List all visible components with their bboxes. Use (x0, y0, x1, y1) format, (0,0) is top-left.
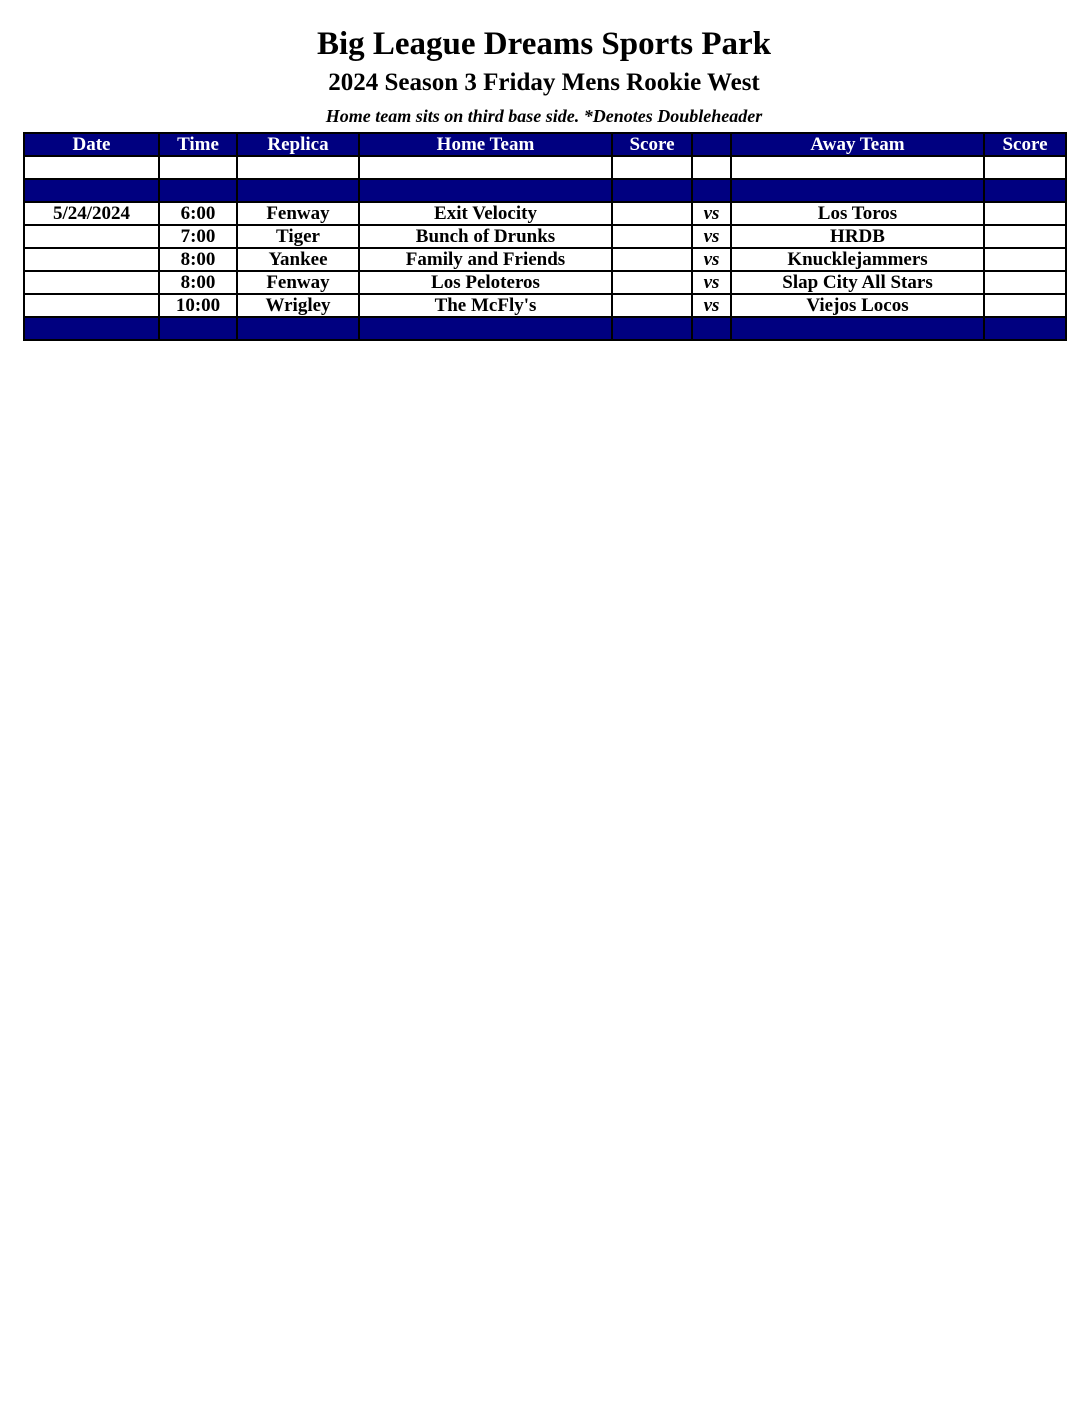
game-away-team: Knucklejammers (731, 248, 984, 271)
game-vs: vs (692, 202, 731, 225)
game-away-score (984, 294, 1066, 317)
game-home-team: Los Peloteros (359, 271, 612, 294)
col-header-date: Date (24, 133, 159, 156)
game-home-team: Exit Velocity (359, 202, 612, 225)
game-away-team: Slap City All Stars (731, 271, 984, 294)
game-home-team: Bunch of Drunks (359, 225, 612, 248)
game-row (24, 248, 1066, 271)
game-date: 5/24/2024 (24, 202, 159, 225)
game-vs: vs (692, 271, 731, 294)
game-home-team: Family and Friends (359, 248, 612, 271)
game-home-score (612, 271, 692, 294)
col-header-replica: Replica (237, 133, 359, 156)
game-vs: vs (692, 248, 731, 271)
schedule-table (23, 132, 1067, 341)
game-time: 6:00 (159, 202, 237, 225)
game-home-team: The McFly's (359, 294, 612, 317)
game-vs: vs (692, 225, 731, 248)
game-date (24, 225, 159, 248)
game-home-score (612, 248, 692, 271)
game-row (24, 225, 1066, 248)
game-home-score (612, 202, 692, 225)
game-row (24, 202, 1066, 225)
game-date (24, 294, 159, 317)
game-away-score (984, 271, 1066, 294)
header-row (24, 133, 1066, 156)
game-time: 8:00 (159, 248, 237, 271)
game-home-score (612, 225, 692, 248)
park-title: Big League Dreams Sports Park (316, 26, 772, 62)
game-replica: Tiger (237, 225, 359, 248)
game-replica: Fenway (237, 271, 359, 294)
game-time: 8:00 (159, 271, 237, 294)
footer-band (24, 317, 1066, 340)
col-header-away-team: Away Team (731, 133, 984, 156)
game-replica: Fenway (237, 202, 359, 225)
game-row (24, 294, 1066, 317)
game-away-score (984, 248, 1066, 271)
blank-row (24, 156, 1066, 179)
doubleheader-note: Home team sits on third base side. *Denotes Doubleheader (325, 106, 763, 126)
game-time: 7:00 (159, 225, 237, 248)
game-date (24, 271, 159, 294)
game-away-score (984, 202, 1066, 225)
season-title: 2024 Season 3 Friday Mens Rookie West (328, 69, 760, 96)
col-header-vs (692, 133, 731, 156)
game-row (24, 271, 1066, 294)
game-date (24, 248, 159, 271)
col-header-time: Time (159, 133, 237, 156)
col-header-home-team: Home Team (359, 133, 612, 156)
game-away-team: Viejos Locos (731, 294, 984, 317)
game-replica: Yankee (237, 248, 359, 271)
separator-band (24, 179, 1066, 202)
game-home-score (612, 294, 692, 317)
col-header-home-score: Score (612, 133, 692, 156)
game-vs: vs (692, 294, 731, 317)
game-away-team: Los Toros (731, 202, 984, 225)
game-replica: Wrigley (237, 294, 359, 317)
game-away-score (984, 225, 1066, 248)
game-away-team: HRDB (731, 225, 984, 248)
col-header-away-score: Score (984, 133, 1066, 156)
game-time: 10:00 (159, 294, 237, 317)
